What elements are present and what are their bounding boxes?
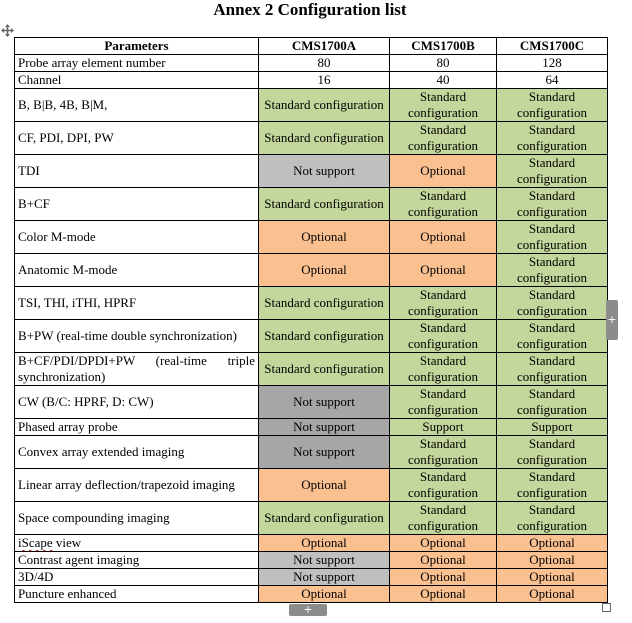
- table-row: [15, 419, 608, 436]
- parameter-cell: TSI, THI, iTHI, HPRF: [15, 287, 259, 320]
- cms1700b-cell: Standard configuration: [390, 386, 497, 419]
- cms1700a-cell: Standard configuration: [259, 353, 390, 386]
- cms1700c-cell: Optional: [497, 586, 608, 603]
- parameter-cell: Channel: [15, 72, 259, 89]
- cms1700a-cell: Standard configuration: [259, 320, 390, 353]
- header-cms1700b: CMS1700B: [390, 38, 497, 55]
- cms1700a-cell: Standard configuration: [259, 188, 390, 221]
- cms1700b-cell: Standard configuration: [390, 122, 497, 155]
- table-row: [15, 188, 608, 221]
- cms1700c-cell: Standard configuration: [497, 122, 608, 155]
- cms1700a-cell: Not support: [259, 436, 390, 469]
- table-row: [15, 320, 608, 353]
- cms1700c-cell: 128: [497, 55, 608, 72]
- parameter-cell: B+PW (real-time double synchronization): [15, 320, 259, 353]
- parameter-cell: Color M-mode: [15, 221, 259, 254]
- parameter-cell: Linear array deflection/trapezoid imaging: [15, 469, 259, 502]
- configuration-table-container: [14, 37, 608, 603]
- cms1700a-cell: 16: [259, 72, 390, 89]
- add-column-button[interactable]: [606, 300, 618, 340]
- cms1700c-cell: Standard configuration: [497, 386, 608, 419]
- cms1700c-cell: Standard configuration: [497, 155, 608, 188]
- cms1700c-cell: 64: [497, 72, 608, 89]
- parameter-cell: 3D/4D: [15, 569, 259, 586]
- cms1700c-cell: Optional: [497, 552, 608, 569]
- cms1700c-cell: Optional: [497, 569, 608, 586]
- parameter-cell: B+CF: [15, 188, 259, 221]
- cms1700c-cell: Standard configuration: [497, 502, 608, 535]
- table-row: [15, 386, 608, 419]
- cms1700c-cell: Optional: [497, 535, 608, 552]
- table-row: [15, 535, 608, 552]
- parameter-cell: Phased array probe: [15, 419, 259, 436]
- cms1700c-cell: Support: [497, 419, 608, 436]
- table-row: [15, 586, 608, 603]
- cms1700a-cell: Optional: [259, 254, 390, 287]
- cms1700c-cell: Standard configuration: [497, 221, 608, 254]
- parameter-cell: Convex array extended imaging: [15, 436, 259, 469]
- plus-icon: +: [607, 313, 617, 326]
- header-parameters: Parameters: [15, 38, 259, 55]
- cms1700c-cell: Standard configuration: [497, 287, 608, 320]
- parameter-cell: Contrast agent imaging: [15, 552, 259, 569]
- header-cms1700a: CMS1700A: [259, 38, 390, 55]
- cms1700c-cell: Standard configuration: [497, 436, 608, 469]
- parameter-cell: Puncture enhanced: [15, 586, 259, 603]
- header-cms1700c: CMS1700C: [497, 38, 608, 55]
- cms1700b-cell: Standard configuration: [390, 502, 497, 535]
- table-row: [15, 502, 608, 535]
- cms1700b-cell: Standard configuration: [390, 89, 497, 122]
- cms1700c-cell: Standard configuration: [497, 254, 608, 287]
- cms1700a-cell: Optional: [259, 469, 390, 502]
- parameter-cell: CF, PDI, DPI, PW: [15, 122, 259, 155]
- parameter-cell: B, B|B, 4B, B|M,: [15, 89, 259, 122]
- cms1700b-cell: Optional: [390, 586, 497, 603]
- cms1700b-cell: Standard configuration: [390, 320, 497, 353]
- table-row: [15, 155, 608, 188]
- table-row: [15, 469, 608, 502]
- cms1700c-cell: Standard configuration: [497, 353, 608, 386]
- table-row: [15, 569, 608, 586]
- cms1700c-cell: Standard configuration: [497, 469, 608, 502]
- table-row: [15, 122, 608, 155]
- cms1700b-cell: Standard configuration: [390, 353, 497, 386]
- cms1700b-cell: Support: [390, 419, 497, 436]
- resize-handle-icon[interactable]: [602, 603, 611, 612]
- parameter-cell: B+CF/PDI/DPDI+PW (real-time triple synchronization): [15, 353, 259, 386]
- four-way-arrow-icon: [1, 24, 14, 37]
- table-row: [15, 55, 608, 72]
- cms1700b-cell: 40: [390, 72, 497, 89]
- cms1700a-cell: Optional: [259, 535, 390, 552]
- table-move-handle[interactable]: [1, 24, 14, 37]
- parameter-cell: iScape view: [15, 535, 259, 552]
- parameter-cell: CW (B/C: HPRF, D: CW): [15, 386, 259, 419]
- table-row: [15, 89, 608, 122]
- cms1700b-cell: Optional: [390, 535, 497, 552]
- cms1700a-cell: Standard configuration: [259, 287, 390, 320]
- table-row: [15, 552, 608, 569]
- plus-icon: +: [303, 603, 313, 616]
- table-row: [15, 287, 608, 320]
- cms1700b-cell: Standard configuration: [390, 287, 497, 320]
- cms1700b-cell: Optional: [390, 569, 497, 586]
- cms1700a-cell: Not support: [259, 552, 390, 569]
- spellcheck-word: iScape: [18, 535, 53, 550]
- cms1700b-cell: Optional: [390, 552, 497, 569]
- cms1700a-cell: Not support: [259, 155, 390, 188]
- cms1700a-cell: Not support: [259, 419, 390, 436]
- parameter-cell: Space compounding imaging: [15, 502, 259, 535]
- cms1700a-cell: Standard configuration: [259, 502, 390, 535]
- cms1700b-cell: Optional: [390, 155, 497, 188]
- table-row: [15, 221, 608, 254]
- document-title: Annex 2 Configuration list: [213, 0, 407, 19]
- cms1700c-cell: Standard configuration: [497, 188, 608, 221]
- cms1700b-cell: Optional: [390, 254, 497, 287]
- cms1700a-cell: Standard configuration: [259, 122, 390, 155]
- table-row: [15, 254, 608, 287]
- parameter-cell: Anatomic M-mode: [15, 254, 259, 287]
- parameter-cell: TDI: [15, 155, 259, 188]
- cms1700b-cell: Standard configuration: [390, 188, 497, 221]
- cms1700c-cell: Standard configuration: [497, 320, 608, 353]
- table-row: [15, 436, 608, 469]
- configuration-table: [14, 37, 608, 603]
- cms1700a-cell: Standard configuration: [259, 89, 390, 122]
- cms1700a-cell: 80: [259, 55, 390, 72]
- cms1700a-cell: Optional: [259, 221, 390, 254]
- cms1700b-cell: Standard configuration: [390, 436, 497, 469]
- cms1700b-cell: Optional: [390, 221, 497, 254]
- parameter-cell: Probe array element number: [15, 55, 259, 72]
- cms1700a-cell: Not support: [259, 569, 390, 586]
- cms1700c-cell: Standard configuration: [497, 89, 608, 122]
- cms1700b-cell: 80: [390, 55, 497, 72]
- table-row: [15, 72, 608, 89]
- cms1700a-cell: Not support: [259, 386, 390, 419]
- table-row: [15, 353, 608, 386]
- add-row-button[interactable]: [289, 604, 327, 616]
- cms1700a-cell: Optional: [259, 586, 390, 603]
- cms1700b-cell: Standard configuration: [390, 469, 497, 502]
- table-header-row: [15, 38, 608, 55]
